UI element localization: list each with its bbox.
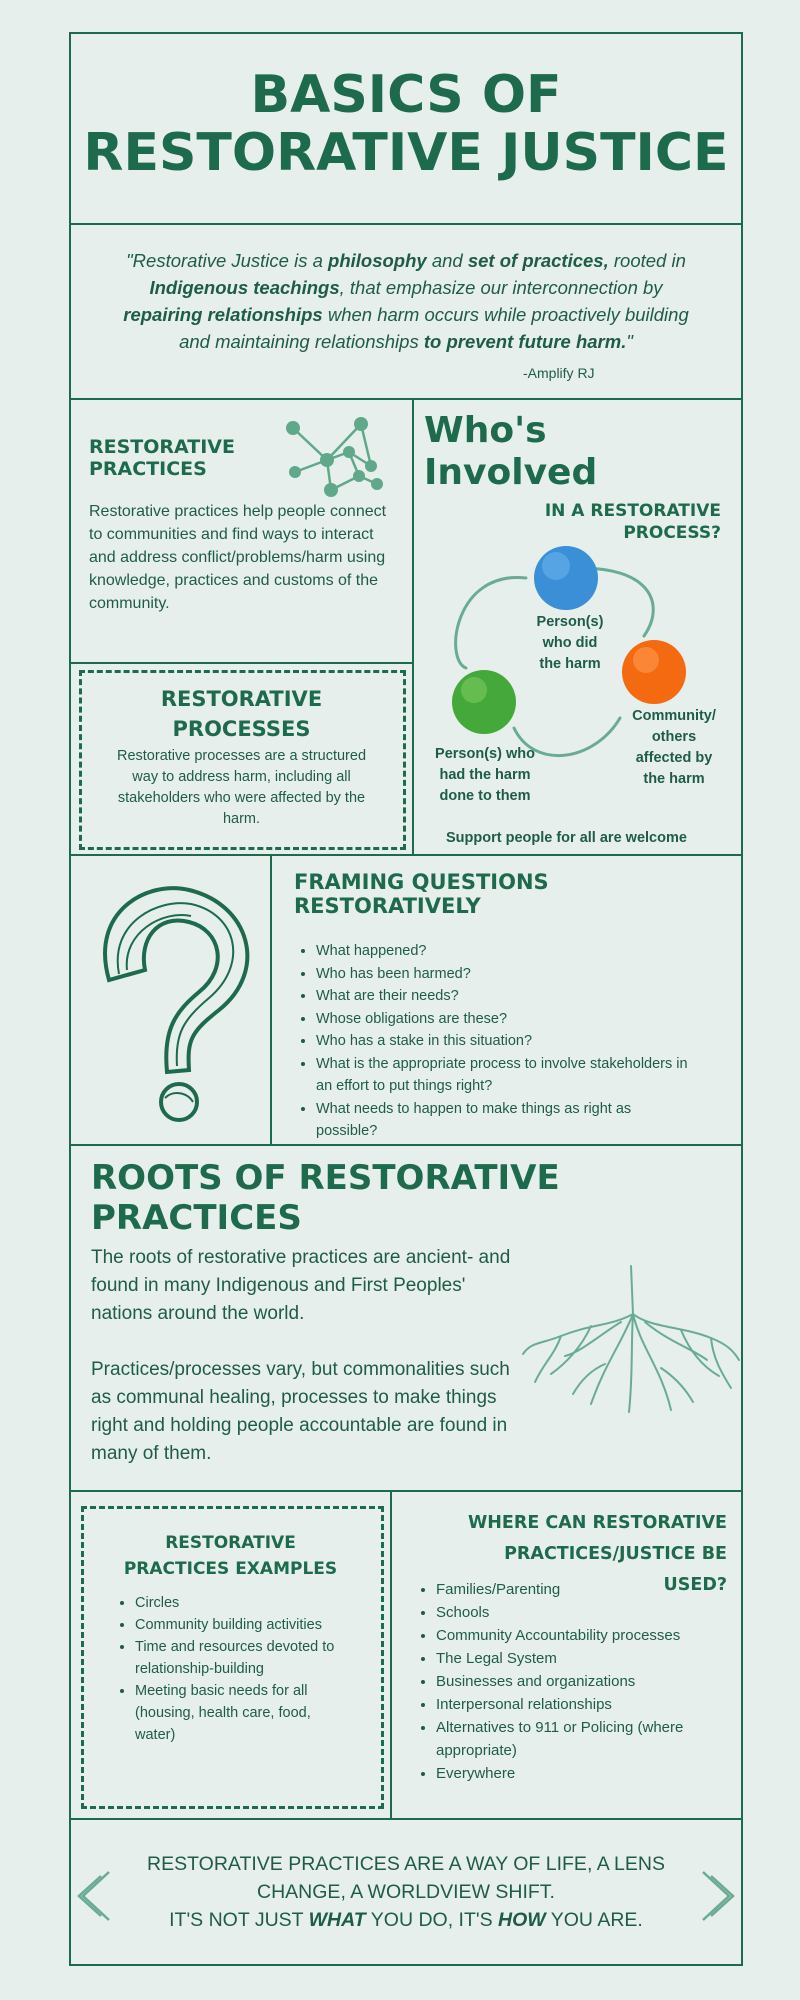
footer-statement [111, 1850, 701, 1934]
quote-part: , that emphasize our interconnection by [339, 277, 663, 298]
question-mark-icon [79, 870, 269, 1130]
heading-line: RESTORATIVE [89, 436, 235, 458]
list-item: • Time and resources devoted to relationship-building [135, 1636, 348, 1680]
quote-text [111, 247, 701, 355]
quote-part: when harm occurs while proactively building and maintaining relationships [179, 304, 689, 352]
list-item: • Community building activities [135, 1614, 348, 1636]
where-used-box [390, 1490, 743, 1820]
subheading-line: IN A RESTORATIVE [544, 501, 721, 521]
list-item: • Circles [135, 1592, 348, 1614]
person-harmed-label [420, 744, 550, 807]
list-item: • Who has been harmed? [316, 963, 691, 986]
question-mark-box [69, 854, 272, 1146]
restorative-practices-heading [89, 436, 235, 480]
list-item: • Whose obligations are these? [316, 1008, 691, 1031]
restorative-processes-body: Restorative processes are a structured way to address harm, including all stakeholders who were affected by the harm. [116, 748, 367, 827]
label-line: Person(s) who [435, 746, 535, 762]
orange-circle [622, 640, 686, 704]
heading-line: RESTORATIVELY [294, 894, 481, 918]
footer-line: RESTORATIVE PRACTICES ARE A WAY OF LIFE, A LENS [147, 1853, 665, 1875]
heading-line: ROOTS OF RESTORATIVE [91, 1158, 560, 1198]
footer-text: YOU DO, IT'S [365, 1909, 499, 1931]
list-item: • What needs to happen to make things as right as possible? [316, 1098, 691, 1143]
quote-emphasis: repairing relationships [123, 304, 323, 325]
roots-paragraph-1: The roots of restorative practices are ancient- and found in many Indigenous and First Peoples' nations around the world. [91, 1247, 511, 1324]
quote-emphasis: set of practices, [467, 250, 609, 271]
heading-line: PRACTICES [91, 1198, 302, 1238]
list-item: • Meeting basic needs for all (housing, health care, food, water) [135, 1680, 348, 1746]
blue-circle [534, 546, 598, 610]
quote-part: and [426, 250, 468, 271]
person-did-harm-label [510, 612, 630, 675]
quote-part: "Restorative Justice is a [126, 250, 329, 271]
label-line: the harm [643, 771, 705, 787]
examples-box [69, 1490, 392, 1820]
list-item: • Interpersonal relationships [436, 1693, 706, 1716]
title-line-1: BASICS OF [250, 65, 562, 125]
list-item: • Businesses and organizations [436, 1670, 706, 1693]
network-icon [281, 410, 393, 500]
title-line-2: RESTORATIVE JUSTICE [83, 123, 729, 183]
framing-questions-heading [294, 870, 549, 918]
page-title [71, 66, 741, 182]
heading-line: WHERE CAN RESTORATIVE [467, 1513, 727, 1533]
heading-line: PRACTICES EXAMPLES [123, 1559, 338, 1579]
framing-questions-list [294, 940, 691, 1143]
footer-line [111, 1906, 701, 1934]
heading-line: Involved [424, 452, 598, 493]
heading-line: RESTORATIVE [165, 1533, 296, 1553]
roots-heading [91, 1158, 560, 1238]
list-item: • Everywhere [436, 1762, 706, 1785]
green-circle [452, 670, 516, 734]
restorative-processes-box [69, 662, 414, 856]
footer-emphasis: HOW [498, 1909, 546, 1931]
roots-illustration-icon [521, 1264, 741, 1414]
heading-line: Who's [424, 410, 547, 451]
label-line: who did [542, 635, 598, 651]
heading-line: PROCESSES [172, 717, 311, 741]
heading-line: RESTORATIVE [160, 687, 323, 711]
whos-involved-heading [424, 410, 597, 494]
quote-attribution: -Amplify RJ [523, 365, 595, 381]
roots-box [69, 1144, 743, 1492]
label-line: the harm [539, 656, 601, 672]
quote-part: rooted in [608, 250, 686, 271]
quote-emphasis: philosophy [328, 250, 427, 271]
examples-list [113, 1592, 348, 1746]
title-box [69, 32, 743, 225]
heading-line: PRACTICES/JUSTICE BE [504, 1544, 727, 1564]
quote-part: " [626, 331, 633, 352]
restorative-processes-heading [71, 684, 412, 744]
label-line: Community/ [632, 708, 716, 724]
list-item: • Alternatives to 911 or Policing (where appropriate) [436, 1716, 706, 1762]
chevron-right-icon [699, 1870, 735, 1922]
list-item: • Families/Parenting [436, 1578, 706, 1601]
list-item: • Schools [436, 1601, 706, 1624]
quote-box [69, 223, 743, 400]
footer-text: YOU ARE. [545, 1909, 643, 1931]
quote-emphasis: to prevent future harm. [423, 331, 627, 352]
community-label [614, 706, 734, 790]
whos-involved-subheading [545, 500, 721, 544]
heading-line: USED? [663, 1575, 727, 1595]
chevron-left-icon [77, 1870, 113, 1922]
list-item: • Community Accountability processes [436, 1624, 706, 1647]
list-item: • Who has a stake in this situation? [316, 1030, 691, 1053]
footer-line: CHANGE, A WORLDVIEW SHIFT. [257, 1881, 555, 1903]
list-item: • What happened? [316, 940, 691, 963]
framing-questions-box [270, 854, 743, 1146]
roots-paragraph-2: Practices/processes vary, but commonalities such as communal healing, processes to make things right and holding people accountable are found in many of them. [91, 1359, 510, 1464]
footer-emphasis: WHAT [308, 1909, 366, 1931]
heading-line: FRAMING QUESTIONS [294, 870, 549, 894]
heading-line: PRACTICES [89, 458, 207, 480]
restorative-practices-box [69, 398, 414, 664]
label-line: done to them [439, 788, 531, 804]
label-line: had the harm [439, 767, 531, 783]
quote-emphasis: Indigenous teachings [149, 277, 340, 298]
subheading-line: PROCESS? [623, 523, 721, 543]
support-people-note: Support people for all are welcome [446, 830, 687, 846]
whos-involved-box [412, 398, 743, 856]
footer-text: IT'S NOT JUST [169, 1909, 309, 1931]
examples-heading [71, 1530, 390, 1582]
restorative-practices-body: Restorative practices help people connect to communities and find ways to interact and address conflict/problems/harm using knowledge, practices and customs of the community. [89, 503, 387, 612]
label-line: affected by [635, 750, 713, 766]
label-line: others [651, 729, 697, 745]
list-item: • What are their needs? [316, 985, 691, 1008]
list-item: • What is the appropriate process to involve stakeholders in an effort to put things right? [316, 1053, 691, 1098]
where-used-list [414, 1578, 706, 1785]
label-line: Person(s) [536, 614, 604, 630]
list-item: • The Legal System [436, 1647, 706, 1670]
footer-box [69, 1818, 743, 1966]
